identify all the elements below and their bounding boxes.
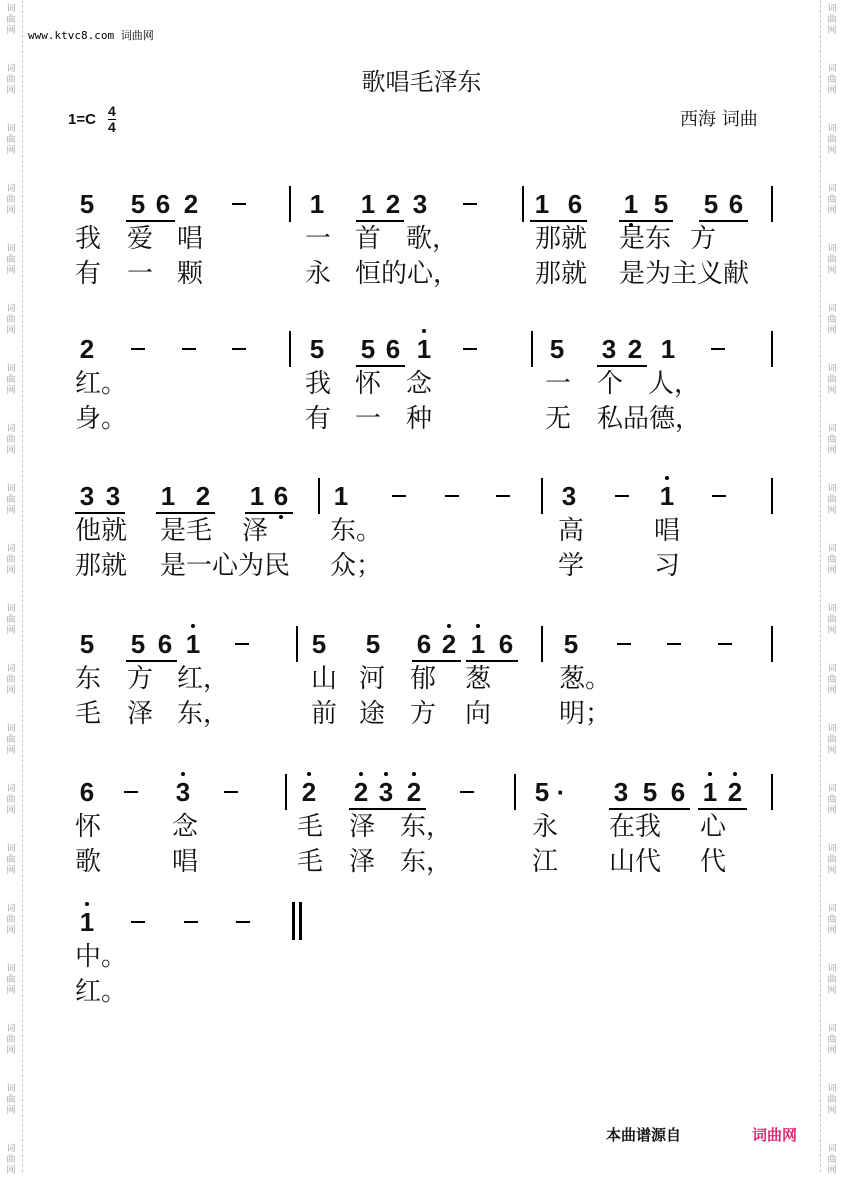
bar-line bbox=[289, 331, 291, 367]
note: 2 bbox=[723, 776, 747, 808]
bar-line bbox=[771, 478, 773, 514]
lyric-verse-1: 唱 bbox=[654, 516, 681, 546]
octave-up-dot bbox=[181, 772, 185, 776]
lyric-verse-2: 毛 bbox=[297, 847, 324, 877]
beam-underline bbox=[699, 220, 748, 222]
lyric-verse-2: 众； bbox=[330, 551, 383, 581]
lyric-verse-1: 东， bbox=[400, 812, 453, 842]
lyric-verse-2: 种 bbox=[406, 404, 433, 434]
note: 5 bbox=[311, 629, 327, 659]
beam-underline bbox=[530, 220, 587, 222]
lyric-verse-2: 方 bbox=[410, 699, 437, 729]
sustain-dash bbox=[463, 348, 477, 350]
time-signature bbox=[108, 104, 116, 135]
lyric-verse-1: 泽 bbox=[349, 812, 376, 842]
note: 6 bbox=[670, 777, 686, 807]
note: 1 bbox=[412, 333, 436, 365]
note: 6 bbox=[416, 629, 432, 659]
lyric-verse-1: 河 bbox=[359, 664, 386, 694]
watermark-text: 词 曲 网 bbox=[6, 664, 16, 696]
note: 1 bbox=[534, 189, 550, 219]
song-title: 歌唱毛泽东 bbox=[361, 68, 482, 96]
note: 5 bbox=[549, 334, 565, 364]
note: 5 bbox=[360, 334, 376, 364]
watermark-text: 词 曲 网 bbox=[827, 1084, 837, 1116]
octave-up-dot bbox=[412, 772, 416, 776]
lyric-verse-1: 永 bbox=[532, 812, 559, 842]
note: 5 bbox=[130, 629, 146, 659]
watermark-text: 词 曲 网 bbox=[6, 604, 16, 636]
watermark-text: 词 曲 网 bbox=[827, 4, 837, 36]
watermark-text: 词 曲 网 bbox=[827, 184, 837, 216]
key-signature bbox=[68, 104, 116, 135]
note: 1 bbox=[619, 188, 643, 220]
footer-brand: 词曲网 bbox=[752, 1126, 798, 1144]
octave-up-dot bbox=[85, 902, 89, 906]
bar-line bbox=[771, 626, 773, 662]
lyric-verse-1: 怀 bbox=[75, 812, 102, 842]
lyric-verse-1: 首 bbox=[355, 224, 382, 254]
watermark-text: 词 曲 网 bbox=[827, 484, 837, 516]
lyric-verse-1: 我 bbox=[305, 369, 332, 399]
watermark-text: 词 曲 网 bbox=[6, 1144, 16, 1176]
right-watermark-strip bbox=[820, 0, 843, 1176]
sustain-dash bbox=[236, 921, 250, 923]
lyric-verse-1: 葱 bbox=[465, 664, 492, 694]
note: 1 bbox=[181, 628, 205, 660]
lyric-verse-2: 东， bbox=[177, 699, 230, 729]
beam-underline bbox=[126, 660, 177, 662]
beam-underline bbox=[412, 660, 461, 662]
lyric-verse-1: 中。 bbox=[75, 942, 128, 972]
watermark-text: 词 曲 网 bbox=[6, 964, 16, 996]
lyric-verse-2: 一 bbox=[355, 404, 382, 434]
lyric-verse-2: 代 bbox=[700, 847, 727, 877]
beam-underline bbox=[698, 808, 747, 810]
lyric-verse-1: 个 bbox=[597, 369, 624, 399]
lyric-verse-2: 唱 bbox=[172, 847, 199, 877]
note: 5 bbox=[534, 777, 550, 807]
note: 5 bbox=[642, 777, 658, 807]
lyric-verse-2: 泽 bbox=[127, 699, 154, 729]
sustain-dash bbox=[617, 643, 631, 645]
sustain-dash bbox=[718, 643, 732, 645]
author-credit: 西海 词曲 bbox=[680, 109, 758, 130]
lyric-verse-2: 山代 bbox=[609, 847, 662, 877]
watermark-text: 词 曲 网 bbox=[827, 964, 837, 996]
beam-underline bbox=[356, 365, 405, 367]
watermark-text: 词 曲 网 bbox=[827, 1024, 837, 1056]
watermark-text: 词 曲 网 bbox=[6, 1024, 16, 1056]
lyric-verse-2: 无 bbox=[545, 404, 572, 434]
beam-underline bbox=[374, 808, 426, 810]
watermark-text: 词 曲 网 bbox=[827, 844, 837, 876]
octave-up-dot bbox=[708, 772, 712, 776]
note: 1 bbox=[660, 334, 676, 364]
lyric-verse-2: 永 bbox=[305, 259, 332, 289]
watermark-text: 词 曲 网 bbox=[827, 64, 837, 96]
lyric-verse-1: 念 bbox=[172, 812, 199, 842]
bar-line bbox=[771, 331, 773, 367]
beam-underline bbox=[597, 365, 647, 367]
beam-underline bbox=[126, 220, 175, 222]
watermark-text: 词 曲 网 bbox=[6, 724, 16, 756]
lyric-verse-2: 是一心为民 bbox=[160, 551, 291, 581]
note: 1 bbox=[698, 776, 722, 808]
note: 2 bbox=[402, 776, 426, 808]
lyric-verse-2: 途 bbox=[359, 699, 386, 729]
sustain-dash bbox=[232, 348, 246, 350]
beam-underline bbox=[156, 512, 215, 514]
note: 1 bbox=[333, 481, 349, 511]
final-bar-line bbox=[299, 902, 302, 940]
note: 1 bbox=[360, 189, 376, 219]
watermark-text: 词 曲 网 bbox=[827, 664, 837, 696]
lyric-verse-2: 有 bbox=[305, 404, 332, 434]
bar-line bbox=[531, 331, 533, 367]
watermark-text: 词 曲 网 bbox=[6, 304, 16, 336]
lyric-verse-2: 毛 bbox=[75, 699, 102, 729]
lyric-verse-1: 东 bbox=[75, 664, 102, 694]
lyric-verse-1: 歌， bbox=[406, 224, 459, 254]
lyric-verse-2: 东， bbox=[400, 847, 453, 877]
sustain-dash bbox=[224, 791, 238, 793]
lyric-verse-1: 一 bbox=[545, 369, 572, 399]
lyric-verse-2: 红。 bbox=[75, 977, 128, 1007]
note: 2 bbox=[297, 776, 321, 808]
watermark-text: 词 曲 网 bbox=[6, 364, 16, 396]
note: 3 bbox=[171, 776, 195, 808]
note: 5 bbox=[653, 189, 669, 219]
sustain-dash bbox=[124, 791, 138, 793]
lyric-verse-1: 是东 bbox=[619, 224, 672, 254]
lyric-verse-2: 颗 bbox=[177, 259, 204, 289]
watermark-text: 词 曲 网 bbox=[827, 544, 837, 576]
bar-line bbox=[771, 774, 773, 810]
note: 3 bbox=[79, 481, 95, 511]
augmentation-dot: · bbox=[556, 777, 566, 807]
bar-line bbox=[541, 626, 543, 662]
beam-underline bbox=[466, 660, 518, 662]
note: 5 bbox=[79, 629, 95, 659]
note: 1 bbox=[75, 906, 99, 938]
note: 5 bbox=[365, 629, 381, 659]
sustain-dash bbox=[131, 348, 145, 350]
note: 6 bbox=[155, 189, 171, 219]
bar-line bbox=[522, 186, 524, 222]
site-label: www.ktvc8.com 词曲网 bbox=[28, 29, 154, 42]
note: 1 bbox=[249, 481, 265, 511]
watermark-text: 词 曲 网 bbox=[6, 184, 16, 216]
lyric-verse-1: 郁 bbox=[410, 664, 437, 694]
left-watermark-strip bbox=[0, 0, 23, 1176]
watermark-text: 词 曲 网 bbox=[6, 424, 16, 456]
note: 6 bbox=[269, 480, 293, 512]
bar-line bbox=[541, 478, 543, 514]
note: 2 bbox=[195, 481, 211, 511]
note: 6 bbox=[157, 629, 173, 659]
lyric-verse-2: 歌 bbox=[75, 847, 102, 877]
lyric-verse-2: 向 bbox=[465, 699, 492, 729]
note: 6 bbox=[728, 189, 744, 219]
watermark-text: 词 曲 网 bbox=[827, 784, 837, 816]
sustain-dash bbox=[232, 203, 246, 205]
bar-line bbox=[514, 774, 516, 810]
watermark-text: 词 曲 网 bbox=[827, 424, 837, 456]
lyric-verse-1: 在我 bbox=[609, 812, 662, 842]
lyric-verse-2: 是为主义献 bbox=[619, 259, 750, 289]
octave-up-dot bbox=[191, 624, 195, 628]
lyric-verse-1: 一 bbox=[305, 224, 332, 254]
watermark-text: 词 曲 网 bbox=[827, 244, 837, 276]
lyric-verse-1: 心 bbox=[700, 812, 727, 842]
note: 6 bbox=[567, 189, 583, 219]
watermark-text: 词 曲 网 bbox=[827, 1144, 837, 1176]
note: 5 bbox=[79, 189, 95, 219]
lyric-verse-2: 私品德， bbox=[597, 404, 702, 434]
note: 5 bbox=[309, 334, 325, 364]
lyric-verse-2: 学 bbox=[558, 551, 585, 581]
note: 3 bbox=[561, 481, 577, 511]
note: 5 bbox=[563, 629, 579, 659]
octave-up-dot bbox=[447, 624, 451, 628]
note: 2 bbox=[79, 334, 95, 364]
lyric-verse-1: 东。 bbox=[330, 516, 383, 546]
lyric-verse-1: 红。 bbox=[75, 369, 128, 399]
note: 3 bbox=[601, 334, 617, 364]
sustain-dash bbox=[131, 921, 145, 923]
watermark-text: 词 曲 网 bbox=[6, 244, 16, 276]
watermark-text: 词 曲 网 bbox=[827, 364, 837, 396]
sustain-dash bbox=[445, 495, 459, 497]
watermark-text: 词 曲 网 bbox=[6, 544, 16, 576]
lyric-verse-2: 前 bbox=[311, 699, 338, 729]
note: 2 bbox=[385, 189, 401, 219]
note: 1 bbox=[160, 481, 176, 511]
note: 2 bbox=[627, 334, 643, 364]
lyric-verse-1: 唱 bbox=[177, 224, 204, 254]
sustain-dash bbox=[711, 348, 725, 350]
lyric-verse-1: 红， bbox=[177, 664, 230, 694]
lyric-verse-1: 泽 bbox=[242, 516, 269, 546]
note: 5 bbox=[703, 189, 719, 219]
lyric-verse-2: 泽 bbox=[349, 847, 376, 877]
octave-up-dot bbox=[359, 772, 363, 776]
time-signature-bottom: 4 bbox=[107, 119, 116, 135]
beam-underline bbox=[245, 512, 293, 514]
beam-underline bbox=[75, 512, 125, 514]
octave-down-dot bbox=[279, 515, 283, 519]
sustain-dash bbox=[496, 495, 510, 497]
watermark-text: 词 曲 网 bbox=[6, 784, 16, 816]
note: 2 bbox=[349, 776, 373, 808]
watermark-text: 词 曲 网 bbox=[827, 124, 837, 156]
note: 1 bbox=[655, 480, 679, 512]
lyric-verse-2: 恒的心， bbox=[355, 259, 460, 289]
lyric-verse-1: 葱。 bbox=[559, 664, 612, 694]
bar-line bbox=[318, 478, 320, 514]
lyric-verse-1: 方 bbox=[690, 224, 717, 254]
sustain-dash bbox=[392, 495, 406, 497]
watermark-text: 词 曲 网 bbox=[6, 844, 16, 876]
lyric-verse-1: 毛 bbox=[297, 812, 324, 842]
note: 3 bbox=[613, 777, 629, 807]
octave-up-dot bbox=[422, 329, 426, 333]
bar-line bbox=[285, 774, 287, 810]
watermark-text: 词 曲 网 bbox=[827, 304, 837, 336]
lyric-verse-1: 念 bbox=[406, 369, 433, 399]
beam-underline bbox=[619, 220, 673, 222]
octave-up-dot bbox=[384, 772, 388, 776]
final-bar-line bbox=[292, 902, 295, 940]
watermark-text: 词 曲 网 bbox=[6, 484, 16, 516]
sustain-dash bbox=[182, 348, 196, 350]
lyric-verse-1: 爱 bbox=[127, 224, 154, 254]
note: 5 bbox=[130, 189, 146, 219]
lyric-verse-1: 方 bbox=[127, 664, 154, 694]
sustain-dash bbox=[235, 643, 249, 645]
lyric-verse-1: 山 bbox=[311, 664, 338, 694]
note: 2 bbox=[183, 189, 199, 219]
lyric-verse-1: 是毛 bbox=[160, 516, 213, 546]
watermark-text: 词 曲 网 bbox=[6, 64, 16, 96]
watermark-text: 词 曲 网 bbox=[6, 1084, 16, 1116]
note: 3 bbox=[412, 189, 428, 219]
sustain-dash bbox=[463, 203, 477, 205]
key-label: 1=C bbox=[68, 111, 96, 128]
beam-underline bbox=[638, 808, 690, 810]
bar-line bbox=[296, 626, 298, 662]
lyric-verse-2: 习 bbox=[654, 551, 681, 581]
note: 1 bbox=[309, 189, 325, 219]
watermark-text: 词 曲 网 bbox=[6, 4, 16, 36]
lyric-verse-1: 那就 bbox=[535, 224, 588, 254]
beam-underline bbox=[356, 220, 404, 222]
time-signature-top: 4 bbox=[107, 103, 116, 119]
octave-up-dot bbox=[665, 476, 669, 480]
sustain-dash bbox=[667, 643, 681, 645]
lyric-verse-2: 一 bbox=[127, 259, 154, 289]
watermark-text: 词 曲 网 bbox=[827, 604, 837, 636]
note: 3 bbox=[374, 776, 398, 808]
lyric-verse-2: 那就 bbox=[75, 551, 128, 581]
lyric-verse-1: 怀 bbox=[355, 369, 382, 399]
watermark-text: 词 曲 网 bbox=[827, 724, 837, 756]
watermark-text: 词 曲 网 bbox=[6, 124, 16, 156]
lyric-verse-2: 江 bbox=[532, 847, 559, 877]
watermark-text: 词 曲 网 bbox=[827, 904, 837, 936]
watermark-text: 词 曲 网 bbox=[6, 904, 16, 936]
lyric-verse-2: 明； bbox=[559, 699, 612, 729]
sustain-dash bbox=[184, 921, 198, 923]
note: 6 bbox=[385, 334, 401, 364]
note: 6 bbox=[498, 629, 514, 659]
lyric-verse-2: 身。 bbox=[75, 404, 128, 434]
sustain-dash bbox=[712, 495, 726, 497]
note: 6 bbox=[79, 777, 95, 807]
octave-up-dot bbox=[307, 772, 311, 776]
sustain-dash bbox=[615, 495, 629, 497]
lyric-verse-2: 有 bbox=[75, 259, 102, 289]
footer-source-label: 本曲谱源自 bbox=[606, 1126, 682, 1144]
lyric-verse-1: 我 bbox=[75, 224, 102, 254]
octave-up-dot bbox=[476, 624, 480, 628]
bar-line bbox=[771, 186, 773, 222]
note: 2 bbox=[437, 628, 461, 660]
note: 3 bbox=[105, 481, 121, 511]
lyric-verse-1: 他就 bbox=[75, 516, 128, 546]
octave-up-dot bbox=[733, 772, 737, 776]
lyric-verse-1: 高 bbox=[558, 516, 585, 546]
sustain-dash bbox=[460, 791, 474, 793]
lyric-verse-1: 人， bbox=[648, 369, 701, 399]
lyric-verse-2: 那就 bbox=[535, 259, 588, 289]
bar-line bbox=[289, 186, 291, 222]
note: 1 bbox=[466, 628, 490, 660]
